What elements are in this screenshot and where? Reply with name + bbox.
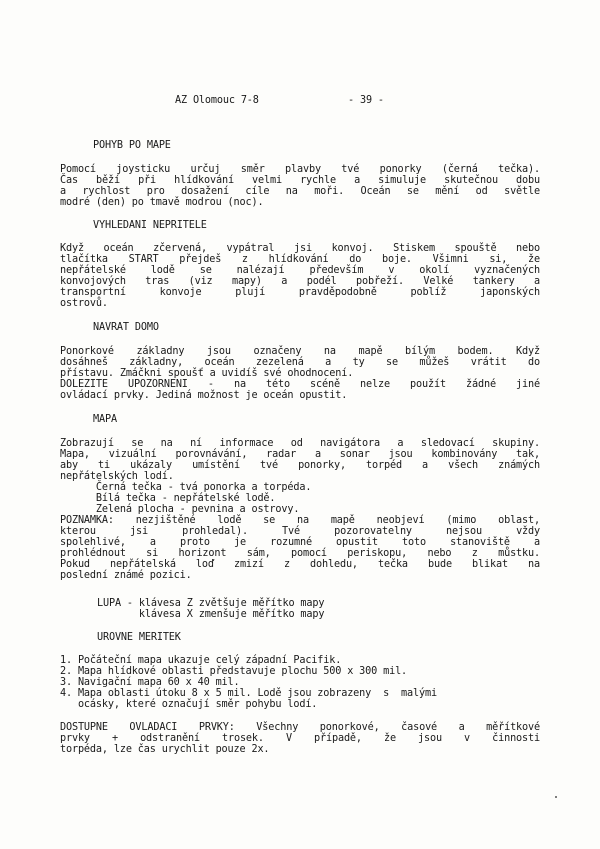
text-line: a rychlost pro dosažení cíle na moři. Oceán se mění od světle [60, 186, 540, 197]
text-line: transportní konvoje plují pravděpodobně poblíž japonských [60, 287, 540, 298]
list-item: ocásky, které označují směr pohybu lodí. [60, 699, 318, 710]
text-line: Zelená plocha - pevnina a ostrovy. [60, 504, 300, 515]
text-line: nepřátelské lodě se nalézají především v okolí vyznačených [60, 265, 540, 276]
section-body-ovladaci [60, 722, 540, 755]
text-line: ostrovů. [60, 298, 108, 309]
text-line: spolehlivé, a proto je rozumné opustit toto stanoviště a [60, 537, 540, 548]
section-body-pohyb [60, 164, 540, 208]
text-line: prohlédnout si horizont sám, pomocí periskopu, nebo z můstku. [60, 548, 540, 559]
text-line: DOSTUPNE OVLADACI PRVKY: Všechny ponorkové, časové a měřítkové [60, 722, 540, 733]
section-heading-urovne: UROVNE MERITEK [97, 632, 181, 643]
text-line: nepřátelských lodí. [60, 471, 174, 482]
zoom-keys [97, 598, 577, 620]
text-line: kterou jsi prohledal). Tvé pozorovatelny nejsou vždy [60, 526, 540, 537]
text-line: klávesa X zmenšuje měřítko mapy [97, 609, 325, 620]
text-line: konvojových tras (viz mapy) a podél pobřeží. Velké tankery a [60, 276, 540, 287]
list-item: 2. Mapa hlídkové oblasti představuje plochu 500 x 300 mil. [60, 666, 408, 677]
text-line: Bílá tečka - nepřátelské lodě. [60, 493, 276, 504]
text-line: Zobrazují se na ní informace od navigátora a sledovací skupiny. [60, 438, 540, 449]
text-line: POZNAMKA: nezjištěné lodě se na mapě neobjeví (mimo oblast, [60, 515, 540, 526]
text-line: prvky + odstranění trosek. V případě, že jsou v činnosti [60, 733, 540, 744]
list-item: 1. Počáteční mapa ukazuje celý západní Pacifik. [60, 655, 342, 666]
text-line: ovládací prvky. Jediná možnost je oceán opustit. [60, 390, 348, 401]
section-heading-mapa: MAPA [93, 414, 117, 425]
text-line: Čas běží při hlídkování velmi rychle a simuluje skutečnou dobu [60, 175, 540, 186]
text-line: LUPA - klávesa Z zvětšuje měřítko mapy [97, 598, 325, 609]
text-line: poslední známé pozici. [60, 570, 192, 581]
text-line: aby ti ukázaly umístění tvé ponorky, torpéd a všech známých [60, 460, 540, 471]
section-body-mapa [60, 438, 540, 581]
text-line: Pomocí joysticku určuj směr plavby tvé ponorky (černá tečka). [60, 164, 540, 175]
section-body-urovne [60, 655, 540, 710]
header-title: AZ Olomouc 7-8 [175, 95, 259, 106]
text-line: přístavu. Zmáčkni spoušť a uvidíš své ohodnocení. [60, 368, 354, 379]
section-heading-pohyb: POHYB PO MAPE [93, 140, 171, 151]
text-line: tlačítka START přejdeš z hlídkování do boje. Všimni si, že [60, 254, 540, 265]
text-line: Černá tečka - tvá ponorka a torpéda. [60, 482, 312, 493]
text-line: Ponorkové základny jsou označeny na mapě bílým bodem. Když [60, 346, 540, 357]
text-line: DOLEZITE UPOZORNENI - na této scéně nelze použít žádné jiné [60, 379, 540, 390]
section-heading-navrat: NAVRAT DOMO [93, 322, 159, 333]
list-item: 3. Navigační mapa 60 x 40 mil. [60, 677, 240, 688]
section-heading-vyhledani: VYHLEDANI NEPRITELE [93, 220, 207, 231]
text-line: dosáhneš základny, oceán zezelená a ty se můžeš vrátit do [60, 357, 540, 368]
text-line: Když oceán zčervená, vypátral jsi konvoj. Stiskem spouště nebo [60, 243, 540, 254]
section-body-vyhledani [60, 243, 540, 309]
list-item: 4. Mapa oblasti útoku 8 x 5 mil. Lodě jsou zobrazeny s malými [60, 688, 437, 699]
text-line: Pokud nepřátelská loď zmizí z dohledu, tečka bude blikat na [60, 559, 540, 570]
text-line: Mapa, vizuální porovnávání, radar a sonar jsou kombinovány tak, [60, 449, 540, 460]
text-line: modré (den) po tmavě modrou (noc). [60, 197, 264, 208]
section-body-navrat [60, 346, 540, 401]
speck-mark [555, 796, 557, 798]
text-line: torpéda, lze čas urychlit pouze 2x. [60, 744, 270, 755]
page-number: - 39 - [348, 95, 384, 106]
